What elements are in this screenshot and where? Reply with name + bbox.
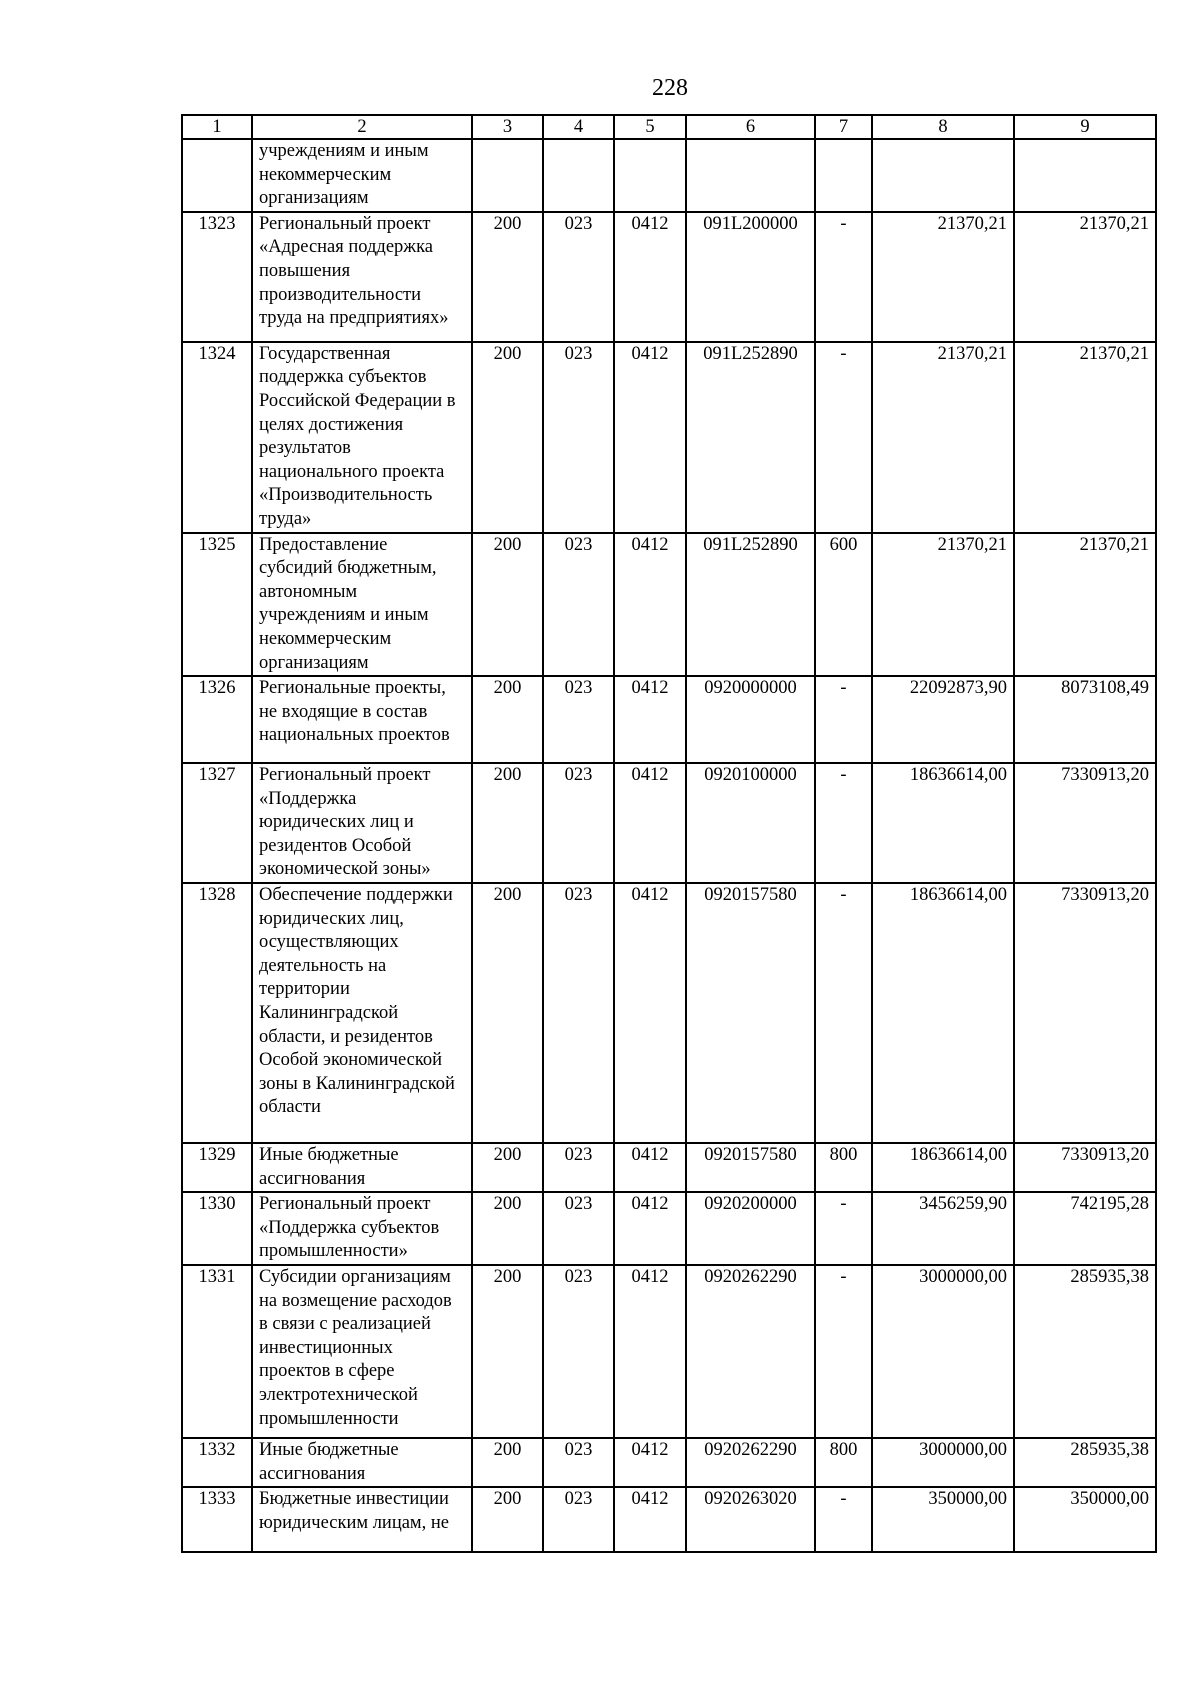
column-5-cell: 0412 xyxy=(614,1143,686,1192)
column-7-cell: - xyxy=(815,212,872,342)
column-5-cell xyxy=(614,139,686,212)
budget-table xyxy=(181,114,1157,1553)
table-row xyxy=(182,1487,1156,1552)
amount-col-8-cell: 18636614,00 xyxy=(872,883,1014,1143)
item-name-cell: Субсидии организациям на возмещение расходов в связи с реализацией инвестиционных проектов в сфере электротехнической промышленности xyxy=(252,1265,472,1438)
header-cell: 8 xyxy=(872,115,1014,139)
item-name-cell: Региональный проект «Поддержка субъектов промышленности» xyxy=(252,1192,472,1265)
header-cell: 6 xyxy=(686,115,815,139)
amount-col-9-cell: 350000,00 xyxy=(1014,1487,1156,1552)
column-6-cell xyxy=(686,139,815,212)
column-3-cell: 200 xyxy=(472,676,543,763)
column-3-cell: 200 xyxy=(472,883,543,1143)
column-6-cell: 091L200000 xyxy=(686,212,815,342)
column-5-cell: 0412 xyxy=(614,342,686,533)
column-7-cell: - xyxy=(815,676,872,763)
amount-col-9-cell: 285935,38 xyxy=(1014,1438,1156,1487)
column-4-cell: 023 xyxy=(543,1192,614,1265)
header-cell: 1 xyxy=(182,115,252,139)
amount-col-8-cell: 3000000,00 xyxy=(872,1438,1014,1487)
column-5-cell: 0412 xyxy=(614,212,686,342)
column-3-cell: 200 xyxy=(472,1192,543,1265)
column-7-cell xyxy=(815,139,872,212)
column-3-cell xyxy=(472,139,543,212)
column-4-cell: 023 xyxy=(543,763,614,883)
amount-col-8-cell: 21370,21 xyxy=(872,533,1014,677)
row-number-cell: 1329 xyxy=(182,1143,252,1192)
item-name-cell: учреждениям и иным некоммерческим организациям xyxy=(252,139,472,212)
column-6-cell: 0920100000 xyxy=(686,763,815,883)
column-5-cell: 0412 xyxy=(614,676,686,763)
column-5-cell: 0412 xyxy=(614,1487,686,1552)
page-number: 228 xyxy=(652,75,688,101)
item-name-cell: Региональные проекты, не входящие в состав национальных проектов xyxy=(252,676,472,763)
column-6-cell: 0920000000 xyxy=(686,676,815,763)
column-4-cell: 023 xyxy=(543,883,614,1143)
table-row xyxy=(182,212,1156,342)
column-7-cell: - xyxy=(815,342,872,533)
row-number-cell: 1331 xyxy=(182,1265,252,1438)
amount-col-8-cell: 21370,21 xyxy=(872,212,1014,342)
header-cell: 4 xyxy=(543,115,614,139)
amount-col-9-cell: 21370,21 xyxy=(1014,342,1156,533)
header-cell: 9 xyxy=(1014,115,1156,139)
row-number-cell: 1326 xyxy=(182,676,252,763)
column-7-cell: 600 xyxy=(815,533,872,677)
table-row xyxy=(182,139,1156,212)
amount-col-8-cell: 3000000,00 xyxy=(872,1265,1014,1438)
column-4-cell: 023 xyxy=(543,676,614,763)
amount-col-9-cell: 7330913,20 xyxy=(1014,883,1156,1143)
column-4-cell xyxy=(543,139,614,212)
amount-col-9-cell: 285935,38 xyxy=(1014,1265,1156,1438)
column-3-cell: 200 xyxy=(472,1487,543,1552)
table-row xyxy=(182,1143,1156,1192)
row-number-cell: 1328 xyxy=(182,883,252,1143)
column-4-cell: 023 xyxy=(543,1265,614,1438)
item-name-cell: Государственная поддержка субъектов Российской Федерации в целях достижения результатов национального проекта «Производительность труда» xyxy=(252,342,472,533)
table-row xyxy=(182,883,1156,1143)
row-number-cell: 1324 xyxy=(182,342,252,533)
table-row xyxy=(182,763,1156,883)
amount-col-9-cell: 8073108,49 xyxy=(1014,676,1156,763)
column-5-cell: 0412 xyxy=(614,763,686,883)
column-7-cell: 800 xyxy=(815,1438,872,1487)
row-number-cell: 1325 xyxy=(182,533,252,677)
amount-col-9-cell: 21370,21 xyxy=(1014,212,1156,342)
column-3-cell: 200 xyxy=(472,1265,543,1438)
item-name-cell: Предоставление субсидий бюджетным, автономным учреждениям и иным некоммерческим организациям xyxy=(252,533,472,677)
table-row xyxy=(182,1265,1156,1438)
column-7-cell: 800 xyxy=(815,1143,872,1192)
row-number-cell xyxy=(182,139,252,212)
column-4-cell: 023 xyxy=(543,342,614,533)
amount-col-8-cell: 22092873,90 xyxy=(872,676,1014,763)
header-cell: 2 xyxy=(252,115,472,139)
column-5-cell: 0412 xyxy=(614,1265,686,1438)
column-5-cell: 0412 xyxy=(614,1192,686,1265)
amount-col-8-cell: 18636614,00 xyxy=(872,763,1014,883)
column-5-cell: 0412 xyxy=(614,883,686,1143)
column-5-cell: 0412 xyxy=(614,533,686,677)
table-row xyxy=(182,342,1156,533)
table-row xyxy=(182,1438,1156,1487)
item-name-cell: Бюджетные инвестиции юридическим лицам, не xyxy=(252,1487,472,1552)
column-6-cell: 0920157580 xyxy=(686,883,815,1143)
table-row xyxy=(182,1192,1156,1265)
column-6-cell: 0920200000 xyxy=(686,1192,815,1265)
item-name-cell: Региональный проект «Адресная поддержка повышения производительности труда на предприятиях» xyxy=(252,212,472,342)
column-6-cell: 0920157580 xyxy=(686,1143,815,1192)
column-4-cell: 023 xyxy=(543,533,614,677)
column-6-cell: 091L252890 xyxy=(686,342,815,533)
amount-col-9-cell: 7330913,20 xyxy=(1014,763,1156,883)
amount-col-9-cell: 7330913,20 xyxy=(1014,1143,1156,1192)
row-number-cell: 1323 xyxy=(182,212,252,342)
table-header-row xyxy=(182,115,1156,139)
column-3-cell: 200 xyxy=(472,763,543,883)
amount-col-8-cell: 21370,21 xyxy=(872,342,1014,533)
header-cell: 3 xyxy=(472,115,543,139)
column-3-cell: 200 xyxy=(472,533,543,677)
column-7-cell: - xyxy=(815,1265,872,1438)
amount-col-9-cell: 742195,28 xyxy=(1014,1192,1156,1265)
amount-col-8-cell: 3456259,90 xyxy=(872,1192,1014,1265)
column-6-cell: 0920263020 xyxy=(686,1487,815,1552)
column-3-cell: 200 xyxy=(472,342,543,533)
amount-col-9-cell: 21370,21 xyxy=(1014,533,1156,677)
amount-col-8-cell: 350000,00 xyxy=(872,1487,1014,1552)
row-number-cell: 1332 xyxy=(182,1438,252,1487)
table-row xyxy=(182,676,1156,763)
column-7-cell: - xyxy=(815,1192,872,1265)
column-3-cell: 200 xyxy=(472,212,543,342)
row-number-cell: 1333 xyxy=(182,1487,252,1552)
column-6-cell: 091L252890 xyxy=(686,533,815,677)
item-name-cell: Обеспечение поддержки юридических лиц, осуществляющих деятельность на территории Калининградской области, и резидентов Особой экономической зоны в Калининградской области xyxy=(252,883,472,1143)
row-number-cell: 1330 xyxy=(182,1192,252,1265)
header-cell: 7 xyxy=(815,115,872,139)
row-number-cell: 1327 xyxy=(182,763,252,883)
column-7-cell: - xyxy=(815,763,872,883)
column-5-cell: 0412 xyxy=(614,1438,686,1487)
column-7-cell: - xyxy=(815,1487,872,1552)
column-4-cell: 023 xyxy=(543,1143,614,1192)
column-7-cell: - xyxy=(815,883,872,1143)
column-6-cell: 0920262290 xyxy=(686,1265,815,1438)
column-3-cell: 200 xyxy=(472,1438,543,1487)
column-4-cell: 023 xyxy=(543,1487,614,1552)
column-6-cell: 0920262290 xyxy=(686,1438,815,1487)
amount-col-9-cell xyxy=(1014,139,1156,212)
amount-col-8-cell: 18636614,00 xyxy=(872,1143,1014,1192)
column-4-cell: 023 xyxy=(543,1438,614,1487)
table-row xyxy=(182,533,1156,677)
item-name-cell: Иные бюджетные ассигнования xyxy=(252,1438,472,1487)
amount-col-8-cell xyxy=(872,139,1014,212)
column-3-cell: 200 xyxy=(472,1143,543,1192)
column-4-cell: 023 xyxy=(543,212,614,342)
item-name-cell: Иные бюджетные ассигнования xyxy=(252,1143,472,1192)
item-name-cell: Региональный проект «Поддержка юридических лиц и резидентов Особой экономической зоны» xyxy=(252,763,472,883)
header-cell: 5 xyxy=(614,115,686,139)
